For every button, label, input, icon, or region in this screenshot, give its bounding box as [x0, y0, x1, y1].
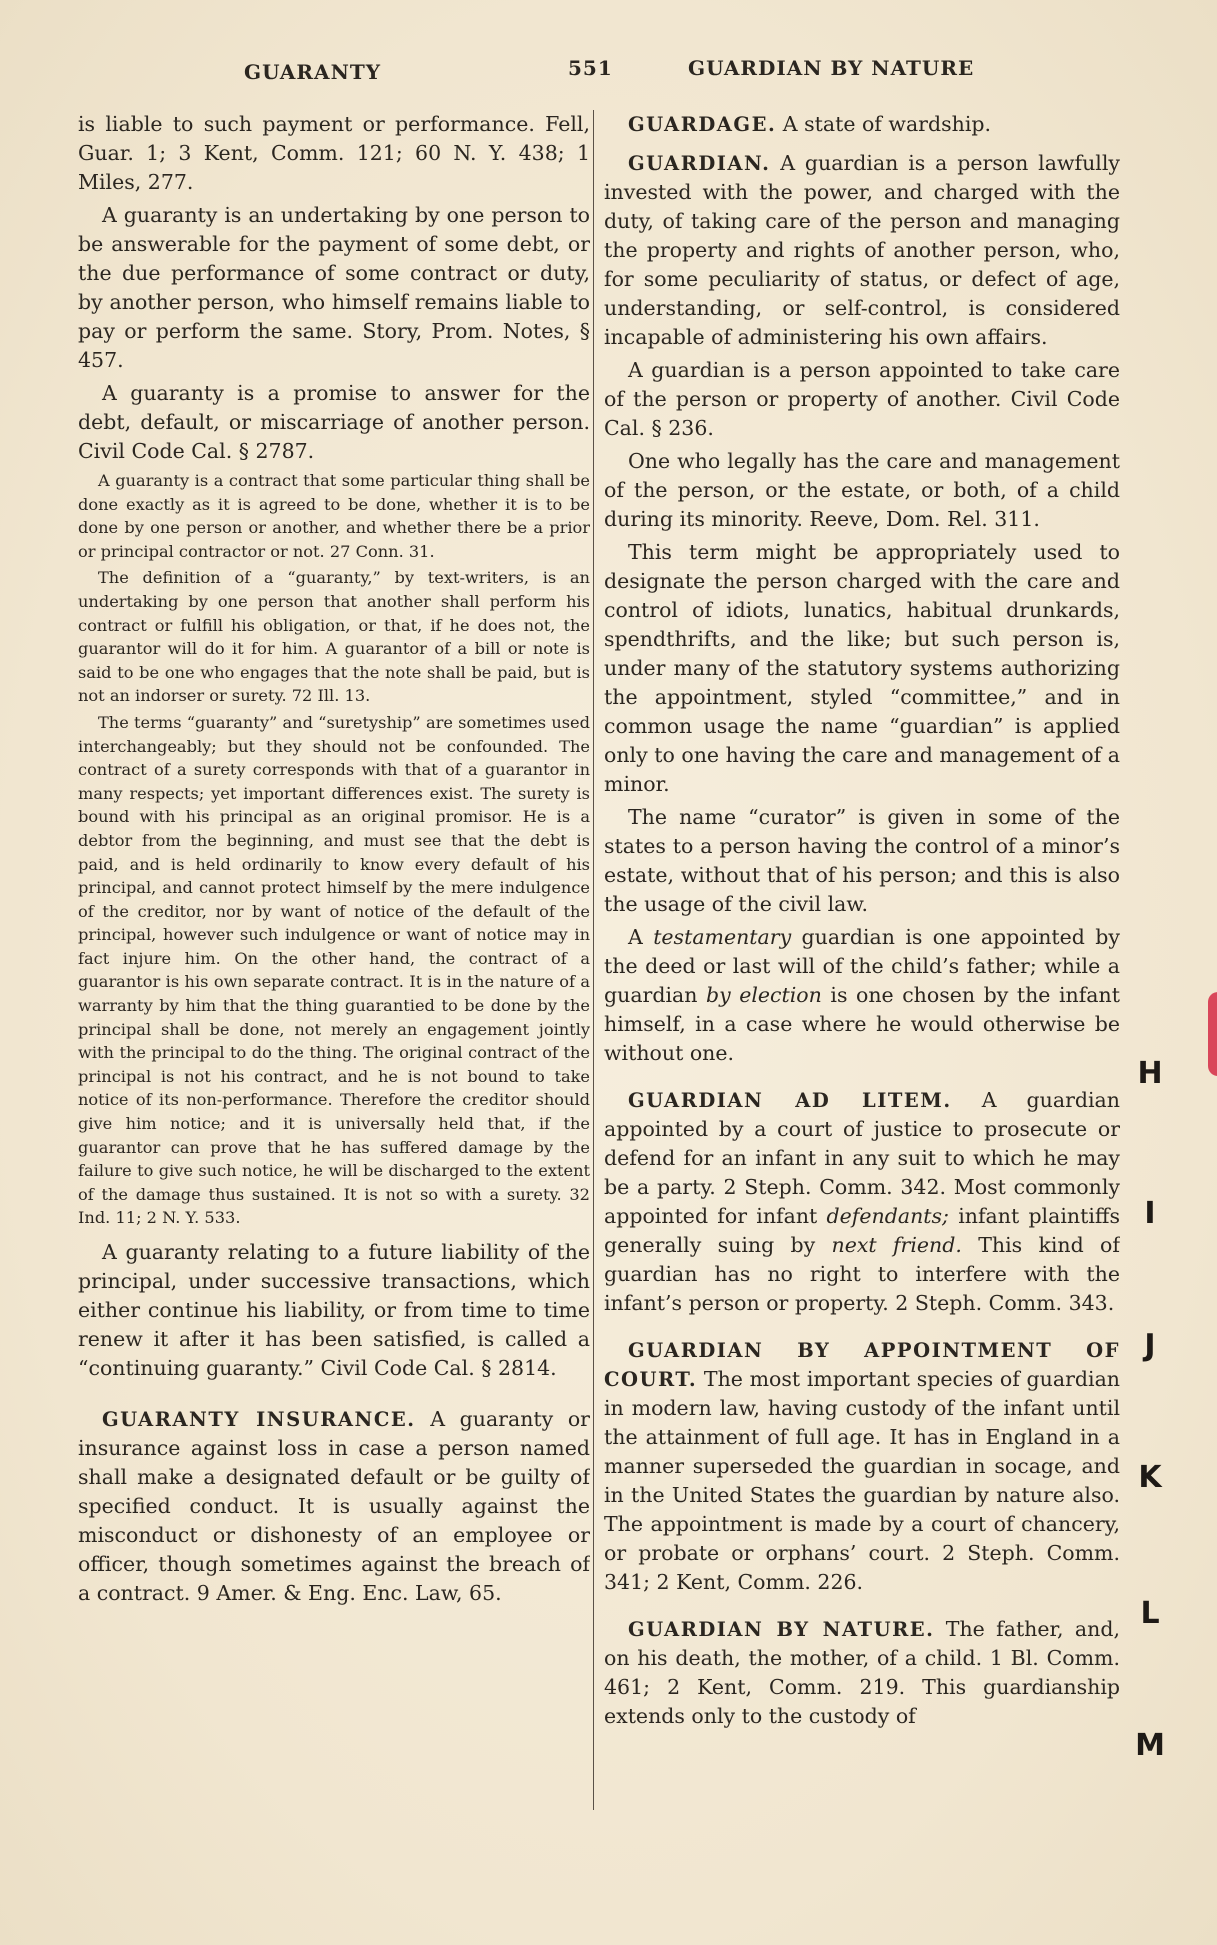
italic-term: testamentary [653, 925, 792, 949]
text-run: is one chosen by the infant himself, in a case where he would otherwise be without one. [604, 983, 1120, 1065]
continuation-paragraph: is liable to such payment or performance. Fell, Guar. 1; 3 Kent, Comm. 121; 60 N. Y. 438; 1 Miles, 277. [78, 112, 590, 194]
definition-paragraph [604, 923, 1120, 1068]
italic-term: by election [705, 983, 822, 1007]
thumb-index [1130, 0, 1210, 1945]
definition-paragraph: The name “curator” is given in some of the states to a person having the control of a minor’s estate, without that of his person; and this is also the usage of the civil law. [604, 805, 1120, 916]
definition-paragraph: A guaranty is an undertaking by one person to be answerable for the payment of some debt, or the due performance of some contract or duty, by another person, who himself remains liable to pay or perform the same. Story, Prom. Notes, § 457. [78, 203, 590, 372]
thumb-index-k[interactable]: K [1138, 1460, 1162, 1495]
definition-paragraph: A guaranty relating to a future liability of the principal, under successive transactions, which either continue his liability, or from time to time renew it after it has been satisfied, is called a “continuing guaranty.” Civil Code Cal. § 2814. [78, 1240, 590, 1380]
left-column [78, 110, 590, 1810]
entry-text: A guardian is a person lawfully invested with the power, and charged with the duty, of taking care of the person and managing the property and rights of another person, who, for some peculiarity of status, or defect of age, understanding, or self-control, is considered incapable of administering his own affairs. [604, 151, 1120, 349]
entry-guaranty-insurance [78, 1405, 590, 1608]
thumb-index-j[interactable]: J [1144, 1328, 1156, 1363]
entry-text: This kind of guardian has no right to interfere with the infant’s person or property. 2 Steph. Comm. 343. [604, 1233, 1120, 1315]
entry-term: GUARDIAN. [628, 152, 771, 175]
thumb-tab-marker [1208, 992, 1217, 1076]
entry-guardian [604, 149, 1120, 352]
thumb-index-h[interactable]: H [1137, 1056, 1163, 1091]
entry-text: A guardian appointed by a court of justice to prosecute or defend for an infant in any suit to which he may be a party. 2 Steph. Comm. 342. Most commonly appointed for infant [604, 1088, 1120, 1228]
thumb-index-l[interactable]: L [1140, 1596, 1160, 1631]
header-left-guide-word: GUARANTY [244, 60, 382, 84]
entry-text: A state of wardship. [782, 112, 992, 136]
entry-text: The father, and, on his death, the mother, of a child. 1 Bl. Comm. 461; 2 Kent, Comm. 219. This guardianship extends only to the custody of [604, 1617, 1120, 1728]
italic-term: next friend. [831, 1233, 962, 1257]
entry-text: A guaranty or insurance against loss in case a person named shall make a designated default or be guilty of specified conduct. It is usually against the misconduct or dishonesty of an employee or officer, though sometimes against the breach of a contract. 9 Amer. & Eng. Enc. Law, 65. [78, 1407, 590, 1605]
entry-guardian-by-nature [604, 1615, 1120, 1731]
definition-paragraph: This term might be appropriately used to designate the person charged with the care and control of idiots, lunatics, habitual drunkards, spendthrifts, and the like; but such person is, under many of the statutory systems authorizing the appointment, styled “committee,” and in common usage the name “guardian” is applied only to one having the care and management of a minor. [604, 540, 1120, 796]
page-number: 551 [568, 56, 613, 80]
column-divider [593, 110, 594, 1810]
thumb-index-m[interactable]: M [1135, 1728, 1165, 1763]
entry-term: GUARANTY INSURANCE. [102, 1408, 416, 1431]
definition-paragraph: A guardian is a person appointed to take care of the person or property of another. Civil Code Cal. § 236. [604, 358, 1120, 440]
entry-text: The most important species of guardian in modern law, having custody of the infant until the attainment of full age. It has in England in a manner superseded the guardian in socage, and in the United States the guardian by nature also. The appointment is made by a court of chancery, or probate or orphans’ court. 2 Steph. Comm. 341; 2 Kent, Comm. 226. [604, 1367, 1120, 1594]
italic-term: defendants; [826, 1204, 949, 1228]
entry-text: infant plaintiffs generally suing by [604, 1204, 1120, 1257]
thumb-index-i[interactable]: I [1144, 1196, 1156, 1231]
definition-paragraph: A guaranty is a promise to answer for the debt, default, or miscarriage of another person. Civil Code Cal. § 2787. [78, 381, 590, 463]
entry-guardage [604, 110, 1120, 139]
text-run: guardian is one appointed by the deed or last will of the child’s father; while a guardian [604, 925, 1120, 1007]
right-column [604, 110, 1120, 1810]
note-paragraph: A guaranty is a contract that some particular thing shall be done exactly as it is agreed to be done, whether it is to be done by one person or another, and whether there be a prior or principal contractor or not. 27 Conn. 31. [78, 471, 590, 561]
running-header [0, 54, 1217, 86]
definition-paragraph: One who legally has the care and management of the person, or the estate, or both, of a child during its minority. Reeve, Dom. Rel. 311. [604, 449, 1120, 531]
entry-term: GUARDAGE. [628, 113, 777, 136]
entry-term: GUARDIAN BY NATURE. [628, 1618, 935, 1641]
entry-term: GUARDIAN BY APPOINTMENT OF COURT. [604, 1339, 1120, 1391]
entry-guardian-by-appointment [604, 1336, 1120, 1597]
entry-term: GUARDIAN AD LITEM. [628, 1089, 952, 1112]
note-paragraph: The definition of a “guaranty,” by text-writers, is an undertaking by one person that another shall perform his contract or fulfill his obligation, or that, if he does not, the guarantor will do it for him. A guarantor of a bill or note is said to be one who engages that the note shall be paid, but is not an indorser or surety. 72 Ill. 13. [78, 568, 590, 706]
text-run: A [628, 925, 643, 949]
header-right-guide-word: GUARDIAN BY NATURE [688, 56, 975, 80]
note-paragraph: The terms “guaranty” and “suretyship” are sometimes used interchangeably; but they should not be confounded. The contract of a surety corresponds with that of a guarantor in many respects; yet important differences exist. The surety is bound with his principal as an original promisor. He is a debtor from the beginning, and must see that the debt is paid, and is held ordinarily to know every default of his principal, and cannot protect himself by the mere indulgence of the creditor, nor by want of notice of the default of the principal, however such indulgence or want of notice may in fact injure him. On the other hand, the contract of a guarantor is his own separate contract. It is in the nature of a warranty by him that the thing guarantied to be done by the principal shall be done, not merely an engagement jointly with the principal to do the thing. The original contract of the principal is not his contract, and he is not bound to take notice of its non-performance. Therefore the creditor should give him notice; and it is universally held that, if the guarantor can prove that he has suffered damage by the failure to give such notice, he will be discharged to the extent of the damage thus sustained. It is not so with a surety. 32 Ind. 11; 2 N. Y. 533. [78, 712, 590, 1228]
entry-guardian-ad-litem [604, 1086, 1120, 1318]
